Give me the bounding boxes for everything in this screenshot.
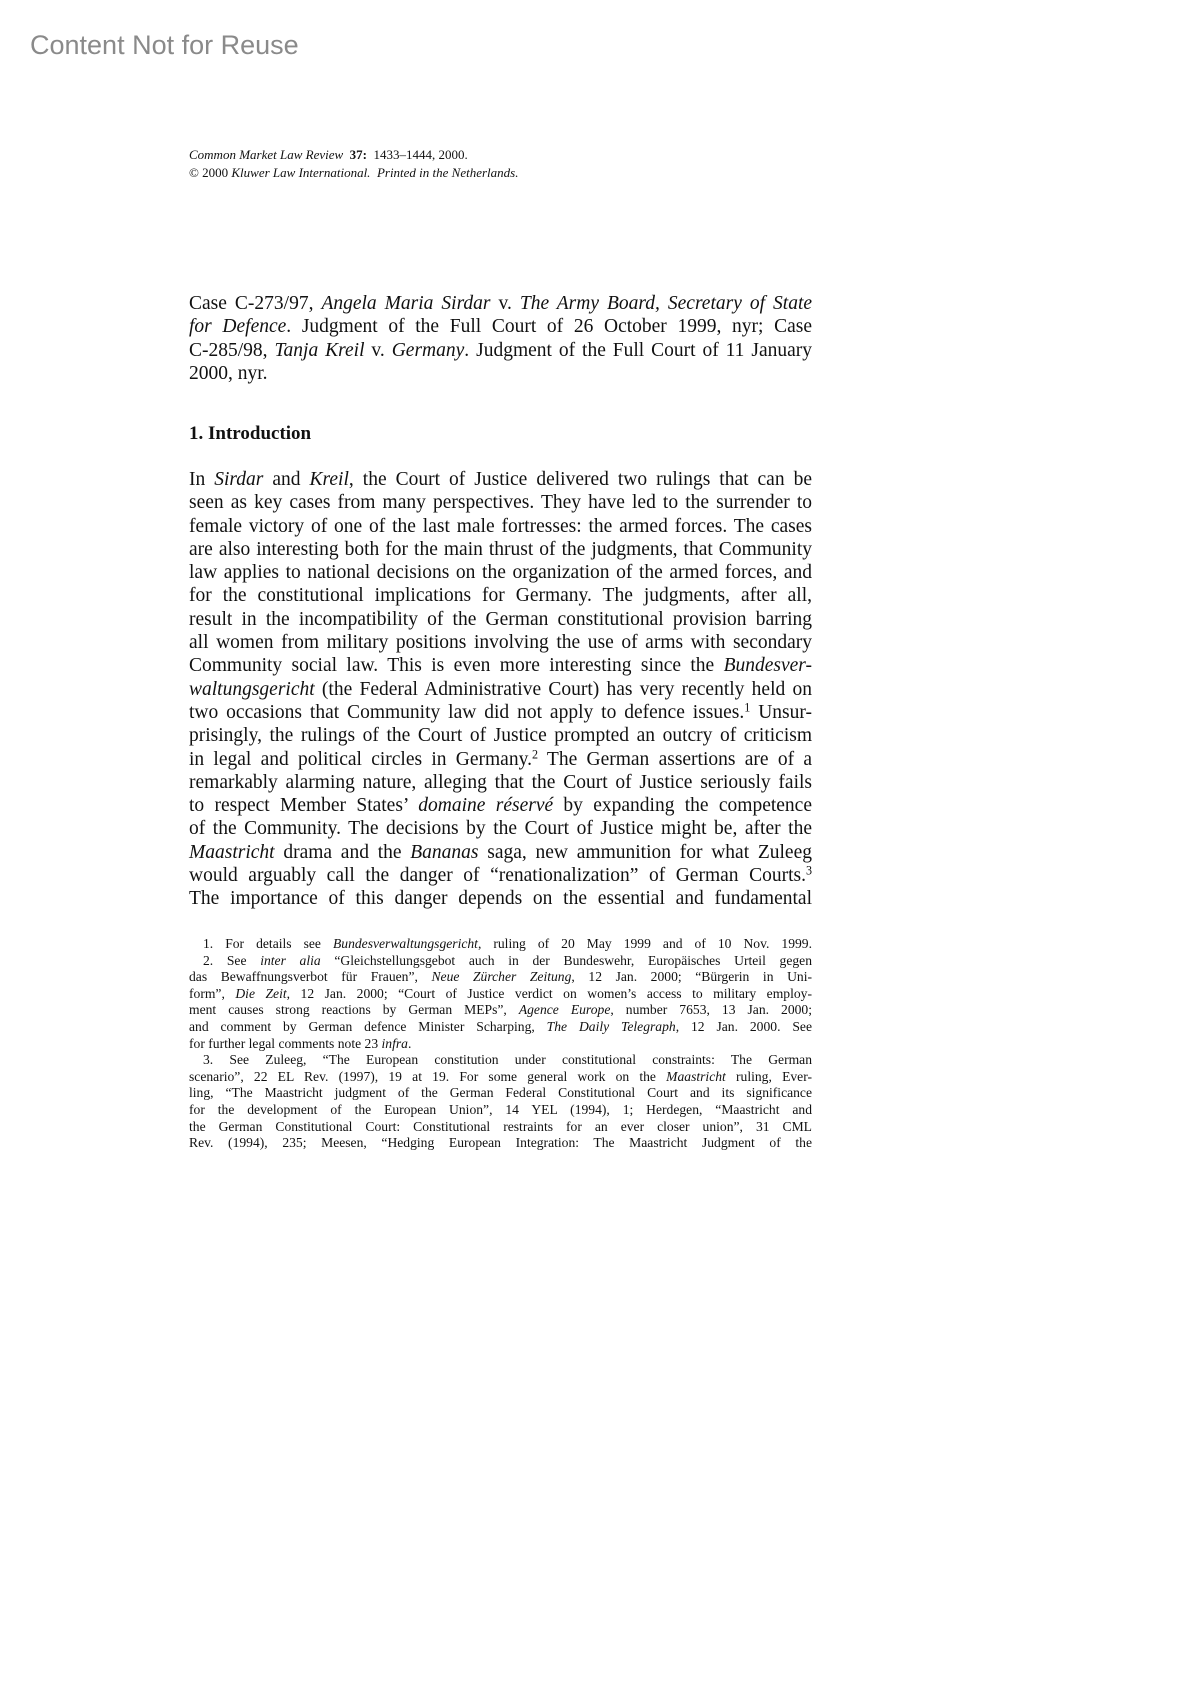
publisher: Kluwer Law International. [231,165,371,180]
text-segment: . Judgment of the Full Court of 26 October 1999, nyr; Case [286,316,812,338]
text-line [189,817,812,840]
text-segment: . [407,1035,412,1051]
text-segment: female victory of one of the last male fortresses: the armed forces. The cases [189,515,812,537]
text-line [189,1135,812,1152]
italic-text: Bananas [410,841,479,863]
text-line [189,608,812,631]
text-line [189,1085,812,1102]
text-line [189,1036,812,1053]
text-segment: . Judgment of the Full Court of 11 January [464,339,813,361]
journal-pages: 1433–1444, 2000. [373,147,468,162]
italic-text: Angela Maria Sirdar [321,293,491,314]
text-segment: ruling, Ever- [725,1068,812,1084]
case-title [189,292,812,385]
text-segment: 1. For details see [203,936,333,951]
text-line [189,631,812,654]
text-segment: scenario”, 22 EL Rev. (1997), 19 at 19. For some general work on the [189,1068,667,1084]
italic-text: Maastricht [189,841,275,863]
journal-header [189,146,518,182]
text-segment: ling, “The Maastricht judgment of the German Federal Constitutional Court and its significance [189,1085,812,1101]
copyright-year: 2000 [202,165,229,180]
italic-text: Die Zeit [235,985,287,1001]
text-line [189,491,812,514]
text-segment: saga, new ammunition for what Zuleeg [478,841,812,863]
citation-line [189,146,518,164]
italic-text: waltungsgericht [189,678,315,700]
text-line [189,771,812,794]
text-segment: , the Court of Justice delivered two rulings that can be [348,469,812,490]
text-segment: two occasions that Community law did not apply to defence issues. [189,701,745,723]
text-segment: , 12 Jan. 2000; “Bürgerin in Uni- [571,969,812,985]
footnote-ref[interactable]: 2 [531,746,538,761]
text-segment: 2000, nyr. [189,362,268,384]
text-line [189,953,812,970]
text-segment: , number 7653, 13 Jan. 2000; [610,1002,812,1018]
text-segment: drama and the [274,841,411,863]
text-segment: for the development of the European Union”, 14 YEL (1994), 1; Herdegen, “Maastricht and [189,1101,812,1117]
text-segment: result in the incompatibility of the German constitutional provision barring [189,608,812,630]
italic-text: Agence Europe [518,1002,611,1018]
text-segment: the German Constitutional Court: Constitutional restraints for an ever closer union”, 31 CML [189,1118,812,1134]
text-line [189,468,812,491]
text-line [189,362,812,385]
footnote-ref[interactable]: 1 [744,700,751,715]
italic-text: Germany [391,339,465,361]
text-segment: Rev. (1994), 235; Meesen, “Hedging European Integration: The Maastricht Judgment of the [189,1135,812,1151]
text-segment: Unsur- [750,701,812,723]
italic-text: The Daily Telegraph [546,1018,676,1034]
footnotes [189,936,812,1152]
text-line [189,864,812,887]
journal-volume: 37: [349,147,368,162]
text-line [189,969,812,986]
text-line [189,654,812,677]
italic-text: Bundesverwaltungsgericht [332,936,478,951]
text-line [189,887,812,910]
text-line [189,794,812,817]
copyright-icon: © [189,165,199,180]
text-line [189,1069,812,1086]
text-line [189,584,812,607]
text-line [189,724,812,747]
italic-text: inter alia [260,952,321,968]
text-segment: and comment by German defence Minister Scharping, [189,1018,547,1034]
text-line [189,1119,812,1136]
text-line [189,841,812,864]
text-line [189,936,812,953]
text-segment: form”, [189,985,236,1001]
text-segment: law applies to national decisions on the organization of the armed forces, and [189,562,812,584]
italic-text: Kreil [309,469,349,490]
text-line [189,1102,812,1119]
text-line [189,701,812,724]
copyright-line [189,164,518,182]
italic-text: The Army Board, Secretary of State [519,293,813,314]
text-line [189,1002,812,1019]
text-segment: to respect Member States’ [189,795,419,817]
italic-text: Sirdar [214,469,264,490]
italic-text: Tanja Kreil [274,339,365,361]
section-heading: 1. Introduction [189,423,312,444]
italic-text: for Defence [189,316,287,338]
text-segment: are also interesting both for the main thrust of the judgments, that Community [189,538,812,560]
printed-in: Printed in the Netherlands. [376,165,519,180]
text-line [189,561,812,584]
text-segment: , ruling of 20 May 1999 and of 10 Nov. 1999. [477,936,813,951]
text-segment: , 12 Jan. 2000. See [675,1018,812,1034]
italic-text: infra [381,1035,408,1051]
text-segment: of the Community. The decisions by the Court of Justice might be, after the [189,818,812,840]
body-text [189,468,812,911]
italic-text: Neue Zürcher Zeitung [431,969,572,985]
text-segment: 3. See Zuleeg, “The European constitution under constitutional constraints: The German [203,1052,812,1068]
text-segment: 2. See [203,952,261,968]
text-line [189,1019,812,1036]
italic-text: Maastricht [666,1068,726,1084]
text-segment: by expanding the competence [553,795,812,817]
text-segment: and [263,469,310,490]
text-segment: In [189,469,215,490]
text-line [189,986,812,1003]
text-line [189,292,812,315]
text-segment: v. [364,339,392,361]
text-line [189,538,812,561]
text-segment: Case C-273/97, [189,293,322,314]
text-segment: would arguably call the danger of “renationalization” of German Courts. [189,865,806,887]
text-segment: remarkably alarming nature, alleging that the Court of Justice seriously fails [189,771,812,793]
text-segment: for the constitutional implications for Germany. The judgments, after all, [189,585,812,607]
journal-name: Common Market Law Review [189,147,344,162]
italic-text: domaine réservé [418,795,554,817]
text-line [189,339,812,362]
text-segment: seen as key cases from many perspectives. They have led to the surrender to [189,492,812,514]
text-segment: for further legal comments note 23 [189,1035,382,1051]
text-line [189,748,812,771]
text-line [189,678,812,701]
text-segment: Community social law. This is even more interesting since the [189,655,724,677]
footnote-ref[interactable]: 3 [805,863,812,878]
text-segment: The importance of this danger depends on the essential and fundamental [189,888,812,910]
text-segment: in legal and political circles in Germany. [189,748,532,770]
text-segment: prisingly, the rulings of the Court of Justice prompted an outcry of criticism [189,725,812,747]
text-segment: das Bewaffnungsverbot für Frauen”, [189,969,432,985]
watermark: Content Not for Reuse [30,30,299,60]
text-segment: all women from military positions involving the use of arms with secondary [189,632,812,654]
text-segment: v. [490,293,520,314]
text-line [189,315,812,338]
text-line [189,515,812,538]
text-segment: “Gleichstellungsgebot auch in der Bundeswehr, Europäisches Urteil gegen [320,952,812,968]
text-segment: The German assertions are of a [538,748,812,770]
italic-text: Bundesver- [723,655,812,677]
text-segment: C-285/98, [189,339,275,361]
text-segment: ment causes strong reactions by German MEPs”, [189,1002,519,1018]
text-segment: (the Federal Administrative Court) has very recently held on [314,678,812,700]
text-segment: , 12 Jan. 2000; “Court of Justice verdict on women’s access to military employ- [286,985,812,1001]
text-line [189,1052,812,1069]
